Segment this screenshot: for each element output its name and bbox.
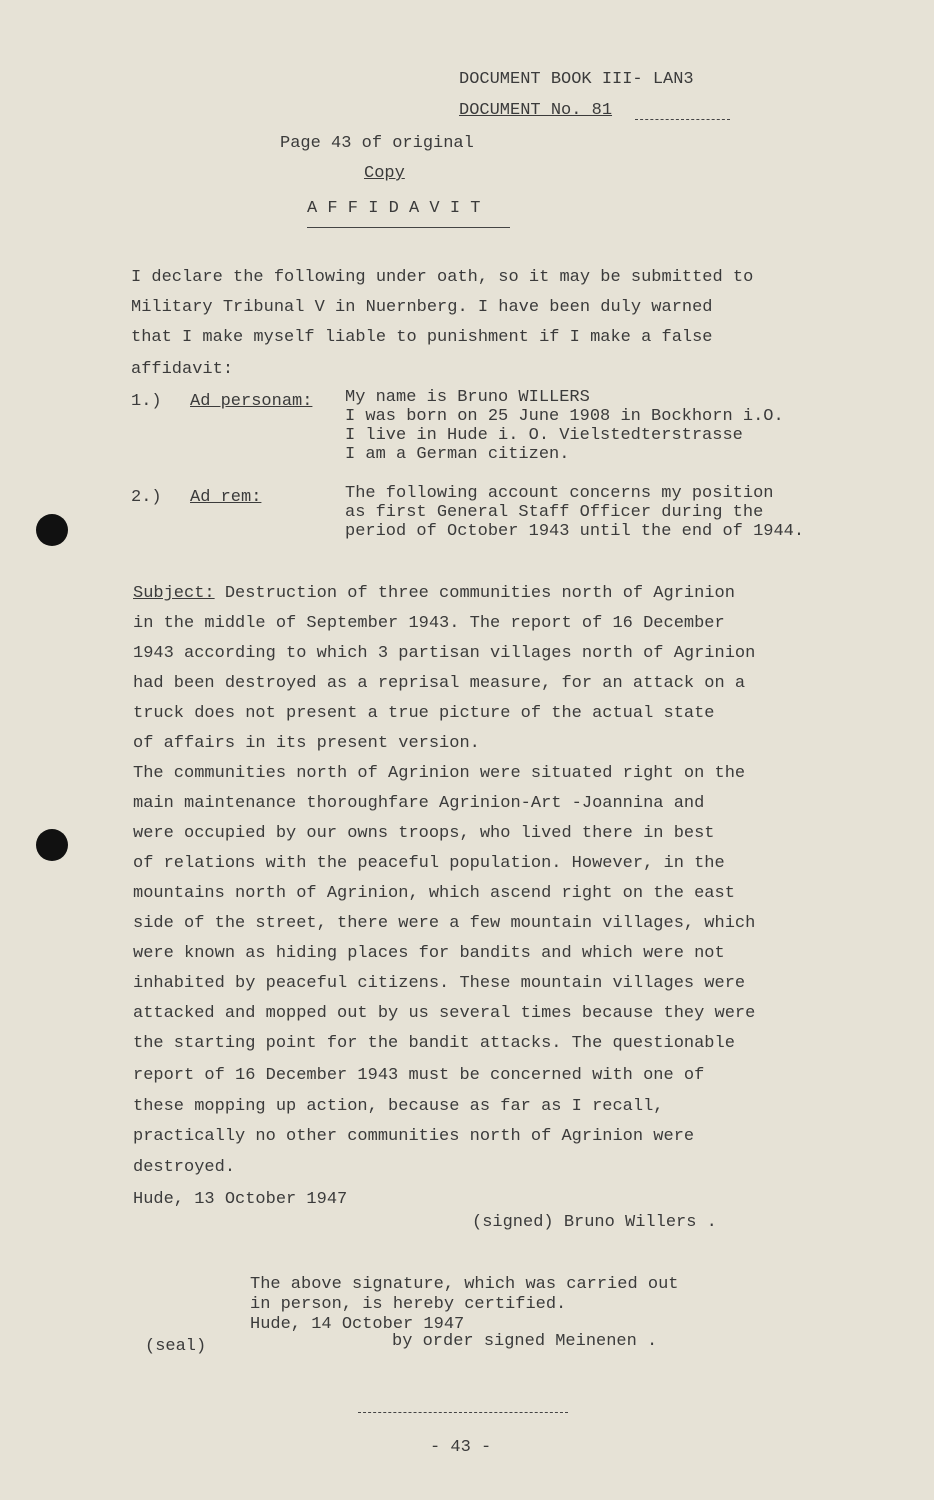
punch-hole-bottom xyxy=(36,829,68,861)
section-number: 2.) xyxy=(131,488,162,507)
body-line: The communities north of Agrinion were situated right on the xyxy=(133,764,746,783)
place-date: Hude, 13 October 1947 xyxy=(133,1190,348,1209)
body-line: attacked and mopped out by us several times because they were xyxy=(133,1004,756,1023)
certification-line: The above signature, which was carried out xyxy=(250,1275,679,1294)
body-line: inhabited by peaceful citizens. These mountain villages were xyxy=(133,974,746,993)
document-title: A F F I D A V I T xyxy=(307,199,481,218)
copy-label: Copy xyxy=(364,164,405,183)
body-line: mountains north of Agrinion, which ascend right on the east xyxy=(133,884,735,903)
certification-line: in person, is hereby certified. xyxy=(250,1295,567,1314)
section-label: Ad personam: xyxy=(190,392,313,411)
body-line: destroyed. xyxy=(133,1158,236,1177)
section-line: I was born on 25 June 1908 in Bockhorn i.O. xyxy=(345,407,784,426)
footer-rule xyxy=(358,1412,568,1413)
body-line: of relations with the peaceful population. However, in the xyxy=(133,854,725,873)
intro-line: I declare the following under oath, so it may be submitted to xyxy=(131,268,754,287)
certification-signature: by order signed Meinenen . xyxy=(392,1332,658,1351)
body-line: 1943 according to which 3 partisan villages north of Agrinion xyxy=(133,644,756,663)
subject-label: Subject: xyxy=(133,584,215,603)
section-line: I am a German citizen. xyxy=(345,445,570,464)
section-line: I live in Hude i. O. Vielstedterstrasse xyxy=(345,426,743,445)
seal-label: (seal) xyxy=(145,1337,207,1356)
signature-line: (signed) Bruno Willers . xyxy=(472,1213,717,1232)
document-book-label: DOCUMENT BOOK III- LAN3 xyxy=(459,70,694,89)
section-line: as first General Staff Officer during the xyxy=(345,503,764,522)
title-underline xyxy=(307,227,510,228)
body-line: practically no other communities north of Agrinion were xyxy=(133,1127,695,1146)
body-line: were known as hiding places for bandits and which were not xyxy=(133,944,725,963)
document-number: DOCUMENT No. 81 xyxy=(459,101,613,120)
body-line: report of 16 December 1943 must be concerned with one of xyxy=(133,1066,705,1085)
body-line: were occupied by our owns troops, who lived there in best xyxy=(133,824,715,843)
body-line: main maintenance thoroughfare Agrinion-Art -Joannina and xyxy=(133,794,705,813)
document-number-rule xyxy=(635,119,730,120)
intro-line: affidavit: xyxy=(131,360,234,379)
subject-text: Destruction of three communities north of Agrinion xyxy=(214,584,735,603)
body-line xyxy=(133,584,735,604)
section-line: The following account concerns my position xyxy=(345,484,774,503)
body-line: of affairs in its present version. xyxy=(133,734,480,753)
body-line: the starting point for the bandit attacks. The questionable xyxy=(133,1034,735,1053)
body-line: in the middle of September 1943. The report of 16 December xyxy=(133,614,725,633)
certification-line: Hude, 14 October 1947 xyxy=(250,1315,465,1334)
section-line: My name is Bruno WILLERS xyxy=(345,388,590,407)
body-line: side of the street, there were a few mountain villages, which xyxy=(133,914,756,933)
page-reference: Page 43 of original xyxy=(280,134,474,153)
page-number: - 43 - xyxy=(430,1438,492,1457)
intro-line: Military Tribunal V in Nuernberg. I have been duly warned xyxy=(131,298,713,317)
body-line: truck does not present a true picture of the actual state xyxy=(133,704,715,723)
section-line: period of October 1943 until the end of 1944. xyxy=(345,522,805,541)
body-line: these mopping up action, because as far as I recall, xyxy=(133,1097,664,1116)
body-line: had been destroyed as a reprisal measure, for an attack on a xyxy=(133,674,746,693)
punch-hole-top xyxy=(36,514,68,546)
section-label: Ad rem: xyxy=(190,488,262,507)
section-number: 1.) xyxy=(131,392,162,411)
intro-line: that I make myself liable to punishment if I make a false xyxy=(131,328,713,347)
